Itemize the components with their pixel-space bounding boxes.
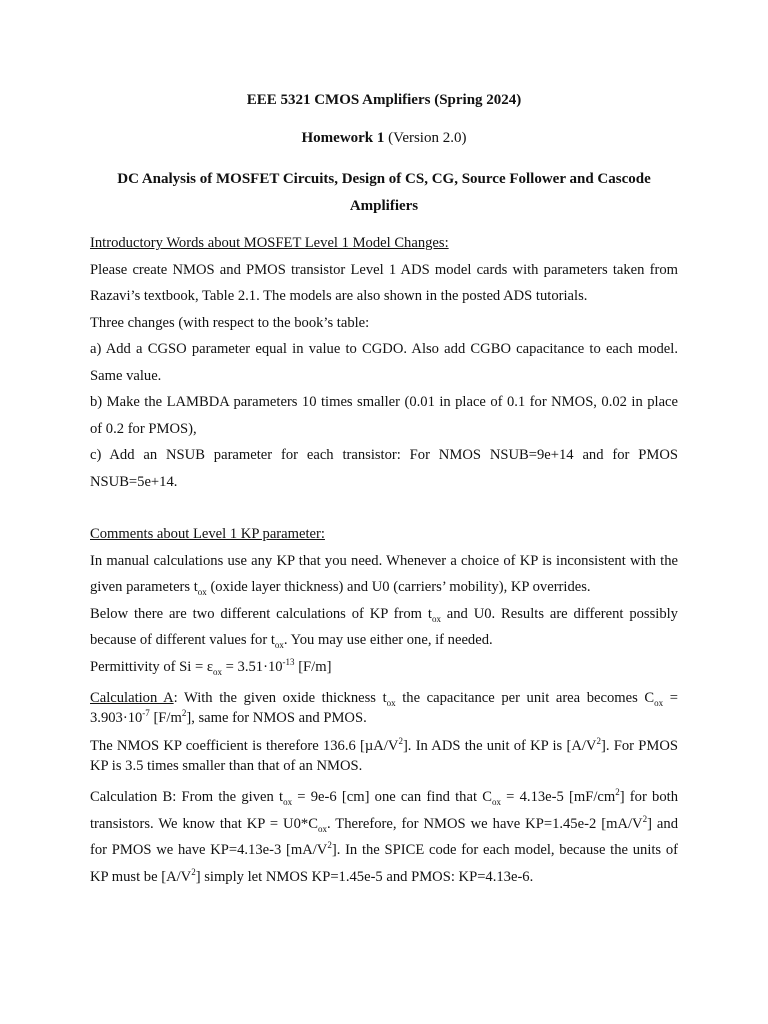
homework-line <box>90 130 678 147</box>
calculation-a-label: Calculation A <box>90 690 174 706</box>
version-label: (Version 2.0) <box>384 130 467 146</box>
document-body <box>90 230 678 890</box>
course-title: EEE 5321 CMOS Amplifiers (Spring 2024) <box>246 92 522 108</box>
permittivity-line: Permittivity of $Si = \varepsilon_{ox} = 3.51\cdot 10^{-13}$ [F/m] <box>90 656 332 677</box>
nmos-kp-paragraph: The NMOS KP coefficient is therefore 136.6 $[\mu A/V^2]$. In ADS the unit of KP is $[A/V^2]$. For PMOS KP is 3.5 times smaller than that of an NMOS. <box>90 736 678 774</box>
calculation-a-paragraph: Calculation A: With the given oxide thickness $t_{ox}$ the capacitance per unit area becomes $C_{ox} = 3.903\cdot 10^{-7}$ $[F/m^2]$, same for NMOS and PMOS. <box>90 690 678 726</box>
comments-paragraph-1: In manual calculations use any KP that you need. Whenever a choice of KP is inconsistent with the given parameters $t_{ox}$ (oxide layer thickness) and U0 (carriers’ mobility), KP overrides. <box>90 552 678 597</box>
intro-heading: Introductory Words about MOSFET Level 1 Model Changes: <box>90 235 449 251</box>
homework-label: Homework 1 <box>301 130 385 146</box>
intro-paragraph-1: Please create NMOS and PMOS transistor Level 1 ADS model cards with parameters taken from Razavi’s textbook, Table 2.1. The models are also shown in the posted ADS tutorials. <box>90 261 678 304</box>
change-item-b: b) Make the LAMBDA parameters 10 times smaller (0.01 in place of 0.1 for NMOS, 0.02 in place of 0.2 for PMOS), <box>90 394 678 437</box>
change-item-a: a) Add a CGSO parameter equal in value to CGDO. Also add CGBO capacitance to each model. Same value. <box>90 341 678 384</box>
comments-paragraph-2: Below there are two different calculations of KP from $t_{ox}$ and U0. Results are different possibly because of different values for $t_{ox}$. You may use either one, if needed. <box>90 605 678 650</box>
calculation-b-paragraph: Calculation B: From the given $t_{ox} = 9e-6$ [cm] one can find that $C_{ox} = 4.13e-5$ $[mF/cm^2]$ for both transistors. We know that KP = $U0*C_{ox}$. Therefore, for NMOS we have KP=1.45e-2 $[mA/V^2]$ and for PMOS we have KP=4.13e-3 $[mA/V^2]$. In the SPICE code for each model, because the units of KP must be $[A/V^2]$ simply let NMOS KP=1.45e-5 and PMOS: KP=4.13e-6. <box>90 787 678 885</box>
change-item-c: c) Add an NSUB parameter for each transistor: For NMOS NSUB=9e+14 and for PMOS NSUB=5e+14. <box>90 447 678 490</box>
comments-heading: Comments about Level 1 KP parameter: <box>90 526 325 542</box>
subject-title: DC Analysis of MOSFET Circuits, Design of CS, CG, Source Follower and Cascode Amplifiers <box>117 171 651 214</box>
intro-paragraph-2: Three changes (with respect to the book’s table: <box>90 314 370 331</box>
